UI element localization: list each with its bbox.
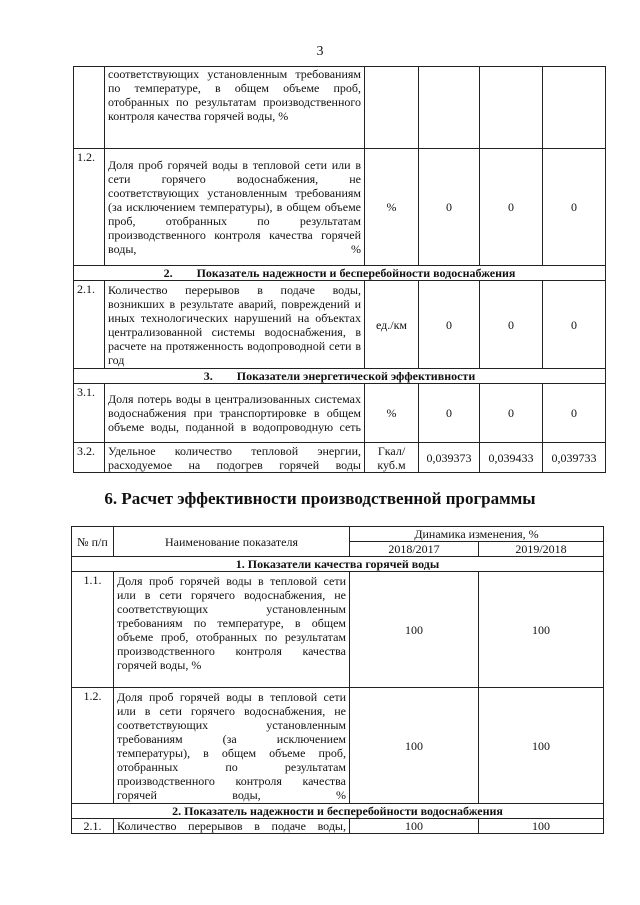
value-cell: 0	[543, 149, 606, 266]
table-row	[74, 281, 606, 369]
header-row	[72, 527, 604, 542]
indicator-name: соответствующих установленным требованиям по температуре, в общем объеме проб, отобранных по результатам производственного контроля качества горячей воды, %	[105, 67, 365, 149]
row-number: 2.1.	[74, 281, 105, 369]
indicators-table	[73, 66, 606, 473]
table-row	[72, 819, 604, 834]
indicator-name: Доля потерь воды в централизованных системах водоснабжения при транспортировке в общем объеме воды, поданной в водопроводную сеть	[105, 384, 365, 443]
section-title: 3. Показатели энергетической эффективности	[74, 369, 606, 384]
efficiency-table	[71, 526, 604, 834]
page-number: 3	[316, 44, 324, 59]
value-cell: 0,039433	[480, 443, 543, 473]
indicator-name: Удельное количество тепловой энергии, расходуемое на подогрев горячей воды	[105, 443, 365, 473]
section-row	[72, 557, 604, 572]
value-cell: 100	[350, 688, 479, 804]
unit: %	[365, 384, 419, 443]
value-cell: 0	[419, 149, 480, 266]
value-cell: 100	[350, 572, 479, 688]
row-number: 2.1.	[72, 819, 114, 834]
value-cell: 0,039373	[419, 443, 480, 473]
unit: %	[365, 149, 419, 266]
table-row	[72, 688, 604, 804]
indicator-name: Количество перерывов в подаче воды,	[114, 819, 350, 834]
row-number: 1.1.	[72, 572, 114, 688]
value-cell: 100	[479, 819, 604, 834]
table-row	[74, 443, 606, 473]
indicator-name: Количество перерывов в подаче воды, возникших в результате аварий, повреждений и иных технологических нарушений на объектах централизованной системы водоснабжения, в расчете на протяженность водопроводной сети в год	[105, 281, 365, 369]
table-row	[74, 384, 606, 443]
value-cell: 0,039733	[543, 443, 606, 473]
value-cell: 0	[480, 149, 543, 266]
value-cell: 0	[480, 384, 543, 443]
col-header-year1: 2018/2017	[350, 542, 479, 557]
value-cell: 0	[543, 281, 606, 369]
value-cell	[480, 67, 543, 149]
section-6-heading: 6. Расчет эффективности производственной программы	[104, 489, 536, 508]
row-number: 1.2.	[74, 149, 105, 266]
col-header-name: Наименование показателя	[114, 527, 350, 557]
col-header-number: № п/п	[72, 527, 114, 557]
section-row	[74, 266, 606, 281]
unit: Гкал/ куб.м	[365, 443, 419, 473]
section-title: 2. Показатель надежности и бесперебойности водоснабжения	[72, 804, 604, 819]
row-number: 3.2.	[74, 443, 105, 473]
col-header-dynamics: Динамика изменения, %	[350, 527, 604, 542]
unit: ед./км	[365, 281, 419, 369]
value-cell: 0	[419, 384, 480, 443]
value-cell: 0	[480, 281, 543, 369]
section-row	[72, 804, 604, 819]
value-cell	[419, 67, 480, 149]
section-title: 1. Показатели качества горячей воды	[72, 557, 604, 572]
unit	[365, 67, 419, 149]
indicator-name: Доля проб горячей воды в тепловой сети или в сети горячего водоснабжения, не соответствующих установленным требованиям (за исключением температуры), в общем объеме проб, отобранных по результатам производственного контроля качества горячей воды, %	[105, 149, 365, 266]
row-number: 3.1.	[74, 384, 105, 443]
value-cell: 100	[479, 572, 604, 688]
indicator-name: Доля проб горячей воды в тепловой сети или в сети горячего водоснабжения, не соответствующих установленным требованиям (за исключением температуры), в общем объеме проб, отобранных по результатам производственного контроля качества горячей воды, %	[114, 688, 350, 804]
section-title: 2. Показатель надежности и бесперебойности водоснабжения	[74, 266, 606, 281]
value-cell: 0	[419, 281, 480, 369]
row-number	[74, 67, 105, 149]
table-row	[74, 149, 606, 266]
value-cell	[543, 67, 606, 149]
row-number: 1.2.	[72, 688, 114, 804]
value-cell: 100	[479, 688, 604, 804]
value-cell: 100	[350, 819, 479, 834]
table-row	[72, 572, 604, 688]
indicator-name: Доля проб горячей воды в тепловой сети или в сети горячего водоснабжения, не соответствующих установленным требованиям по температуре, в общем объеме проб, отобранных по результатам производственного контроля качества горячей воды, %	[114, 572, 350, 688]
section-row	[74, 369, 606, 384]
value-cell: 0	[543, 384, 606, 443]
table-row	[74, 67, 606, 149]
col-header-year2: 2019/2018	[479, 542, 604, 557]
